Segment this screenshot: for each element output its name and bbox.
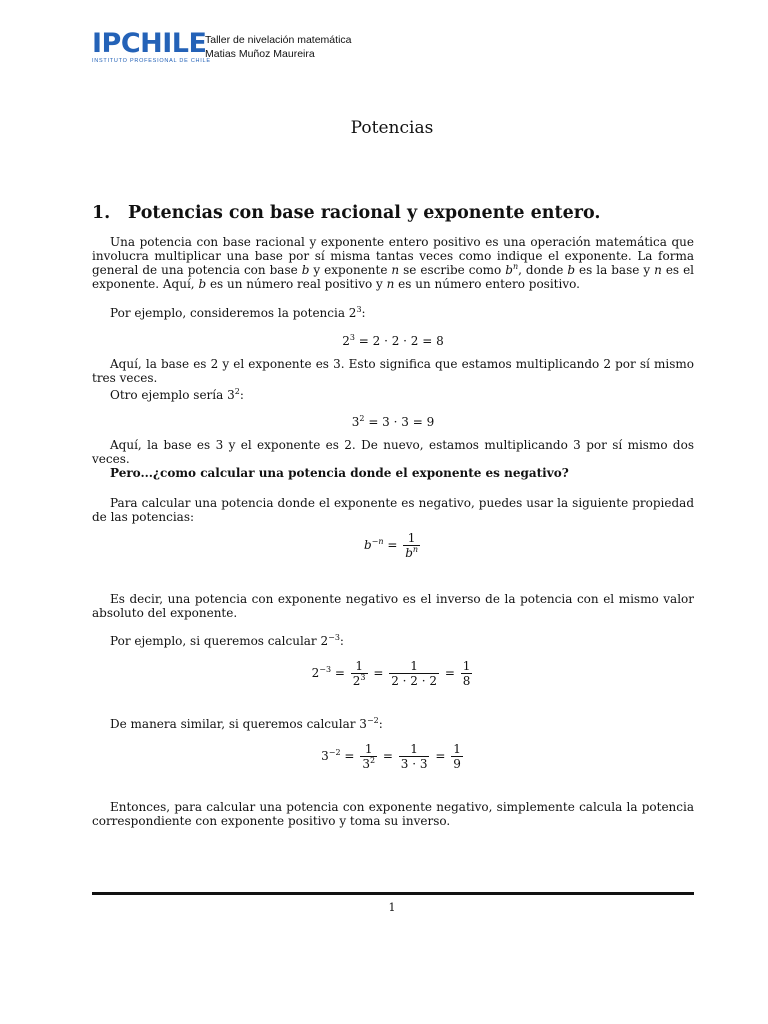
property-fraction: $\frac{1}{b^n}$ — [405, 531, 419, 560]
section-title: Potencias con base racional y exponente entero. — [128, 203, 601, 223]
example3-lead: Por ejemplo, si queremos calcular $2^{-3}$: — [110, 633, 344, 648]
logo-subtext: INSTITUTO PROFESIONAL DE CHILE — [92, 58, 211, 64]
example2-equation: $3^2 = 3 \cdot 3 = 9$ — [351, 414, 435, 429]
logo-wordmark: IPCHILE — [92, 28, 207, 59]
document-title: Potencias — [350, 118, 434, 138]
negative-intro-paragraph: Para calcular una potencia donde el exponente es negativo, puedes usar la siguiente propiedad de las potencias: — [92, 496, 694, 524]
negative-explanation: Es decir, una potencia con exponente negativo es el inverso de la potencia con el mismo valor absoluto del exponente. — [92, 592, 694, 620]
ipchile-logo — [92, 30, 211, 64]
section-heading — [92, 203, 600, 223]
example2-note: Aquí, la base es 3 y el exponente es 2. De nuevo, estamos multiplicando 3 por sí mismo dos veces. — [92, 438, 694, 466]
header-author: Matias Muñoz Maureira — [205, 48, 315, 60]
example1-equation: $2^3 = 2 \cdot 2 \cdot 2 = 8$ — [342, 333, 444, 348]
header-course: Taller de nivelación matemática — [205, 34, 352, 46]
intro-paragraph: Una potencia con base racional y exponente entero positivo es una operación matemática que involucra multiplicar una base por sí misma tantas veces como indique el exponente. La forma general de una potencia con base b y exponente n se escribe como $b^n$, donde b es la base y n es el exponente. Aquí, b es un número real positivo y n es un número entero positivo. — [92, 235, 695, 291]
example3-equation: $2^{-3}$ = $\frac{1}{2^3}$ = $\frac{1}{2 \cdot 2 \cdot 2}$ = $\frac{1}{8}$ — [311, 659, 471, 688]
negative-exponent-question: Pero...¿como calcular una potencia donde el exponente es negativo? — [110, 466, 569, 480]
example1-note: Aquí, la base es 2 y el exponente es 3. Esto significa que estamos multiplicando 2 por sí mismo tres veces. — [92, 357, 694, 385]
footer-rule — [92, 892, 694, 895]
example4-equation: $3^{-2}$ = $\frac{1}{3^2}$ = $\frac{1}{3 \cdot 3}$ = $\frac{1}{9}$ — [321, 742, 461, 771]
property-equation: $b^{-n}$ = $\frac{1}{b^n}$ — [363, 531, 419, 560]
section-number: 1. — [92, 203, 111, 223]
example2-lead: Otro ejemplo sería $3^2$: — [110, 387, 244, 402]
example4-lead: De manera similar, si queremos calcular $3^{-2}$: — [110, 716, 383, 731]
page-number: 1 — [388, 901, 396, 914]
conclusion-paragraph: Entonces, para calcular una potencia con exponente negativo, simplemente calcula la potencia correspondiente con exponente positivo y toma su inverso. — [92, 800, 694, 828]
example1-lead: Por ejemplo, consideremos la potencia $2^3$: — [110, 305, 366, 320]
